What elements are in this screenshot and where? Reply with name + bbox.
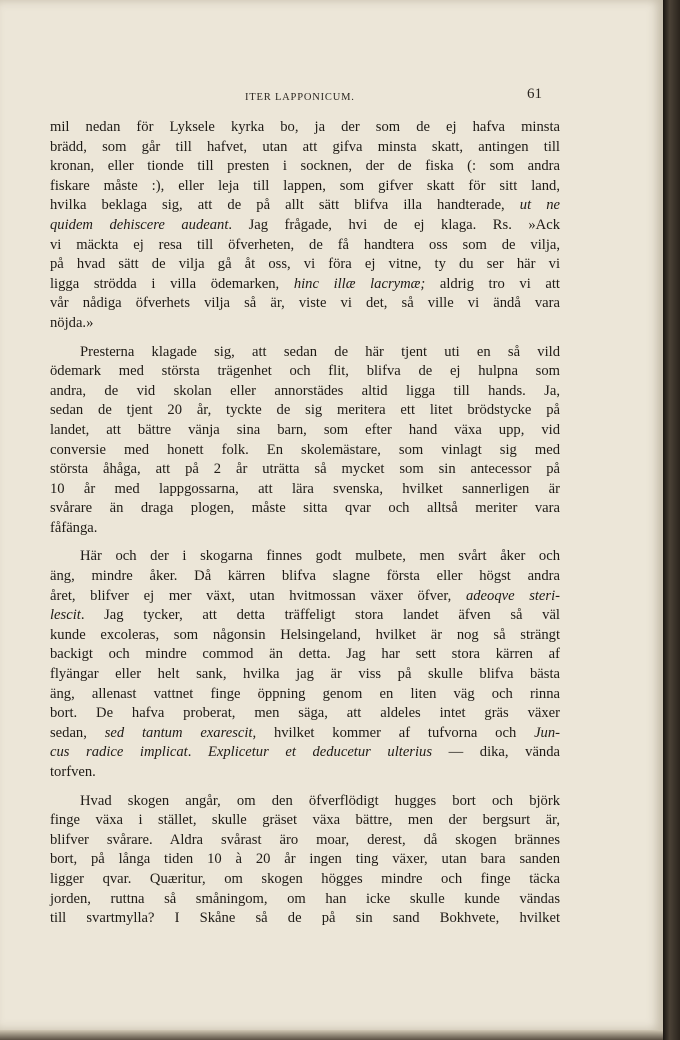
italic-phrase: lescit [50,607,81,624]
text-line: Presterna klagade sig, att sedan de här tjent uti en så vild [80,343,560,360]
text-line: äng, allenast vattnet finge öppning genom en liten väg och rinna [50,685,560,702]
text-run: aldrig tro vi att [425,275,560,292]
text-run: ligger qvar. [50,870,150,887]
italic-phrase: cus radice implicat [50,744,188,761]
text-line: fåfänga. [50,519,98,536]
text-line: kronan, eller tionde till presten i socknen, der de fiska (: som andra [50,158,560,175]
page-number: 61 [527,86,542,102]
text-line: vår nådiga öfverhets vilja så är, viste vi det, så ville vi ändå vara [50,295,560,312]
text-run: ligga strödda i villa ödemarken, [50,275,294,292]
italic-phrase: sed tantum exarescit, [104,724,257,741]
text-line: mil nedan för Lyksele kyrka bo, ja der som de ej hafva minsta [50,119,560,135]
paragraph-1 [50,118,560,334]
text-run: om skogen högges mindre och finge täcka [205,870,560,887]
text-line: på hvad sätt de vilja gå åt oss, vi föra ej vitne, ty du ser här vi [50,256,560,273]
text-line: 10 år med lappgossarna, att lära svenska, hvilket sannerligen är [50,480,560,497]
italic-phrase: ut ne [519,197,560,214]
text-run: sedan, [50,724,105,741]
italic-phrase: Explicetur et deducetur ulterius [207,744,433,761]
text-line: brädd, som går till hafvet, utan att gifva minsta skatt, antingen till [50,138,560,155]
text-line [50,724,560,744]
text-line: andra, de vid skolan eller annorstädes altid ligga till hands. Ja, [50,382,560,399]
text-line: bort, på långa tiden 10 à 20 år ingen ting växer, utan bara sanden [50,851,560,868]
text-line: Hvad skogen angår, om den öfverflödigt hugges bort och björk [80,792,560,809]
text-line [50,606,560,626]
book-spine [663,0,680,1040]
text-line: jorden, ruttna så småningom, om han icke skulle kunde vändas [50,890,560,907]
text-run: . Jag tycker, att detta träffeligt stora landet äfven så väl [80,607,560,624]
text-line [50,275,560,295]
running-head: ITER LAPPONICUM. [245,92,355,103]
italic-phrase: Jun- [534,724,560,741]
paragraph-2 [50,343,560,539]
text-line: till svartmylla? I Skåne så de på sin sand Bokhvete, hvilket [50,910,560,927]
text-line [50,870,560,890]
text-line: sedan de tjent 20 år, tyckte de sig meritera ett litet brödstycke på [50,402,560,419]
text-run: . Jag frågade, hvi de ej klaga. Rs. »Ack [228,216,560,233]
text-run: — dika, vända [432,744,560,761]
text-run: Quæritur, [149,870,206,887]
text-line: finge växa i stället, skulle gräset växa bättre, men der bergsurt är, [50,812,560,829]
text-line: kunde excoleras, som någonsin Helsingeland, hvilket är nog så strängt [50,626,560,643]
text-line: ödemark med största trägenhet och flit, blifva de ej hulpna som [50,363,560,380]
paragraph-4 [50,792,560,929]
text-line: landet, att bättre vänja sina barn, som efter hand växa upp, vid [50,421,560,438]
text-line: Här och der i skogarna finnes godt mulbete, men svårt åker och [80,548,560,565]
italic-phrase: quidem dehiscere audeant [50,216,229,233]
text-line: bort. De hafva proberat, men säga, att aldeles intet gräs växer [50,705,560,722]
text-run: hvilket kommer af tufvorna och [256,724,535,741]
italic-phrase: hinc illæ lacrymæ; [293,275,426,292]
text-line: svårare än draga plogen, måste sitta qvar och alltså meriter vara [50,500,560,517]
text-line: conversie med honett folk. En skolemästare, som vinlagt sig med [50,441,560,458]
text-line [50,196,560,216]
text-line: fiskare måste :), eller leja till lappen, som gifver skatt för sitt land, [50,177,560,194]
text-run: hvilka beklaga sig, att de på allt sätt blifva illa handterade, [50,197,520,214]
page-bottom-edge [0,1030,663,1040]
text-run: året, blifver ej mer växt, utan hvitmossan växer öfver, [50,587,466,604]
text-line: största åhåga, att på 2 år uträtta så mycket som sin antecessor på [50,461,560,478]
body-text [50,118,560,929]
text-line: backigt och mindre commod än detta. Jag har sett stora kärren af [50,646,560,663]
italic-phrase: adeoqve steri- [465,587,561,604]
text-line [50,743,560,763]
text-line [50,587,560,607]
text-line: äng, mindre åker. Då kärren blifva slagne första eller högst andra [50,568,560,585]
text-line: vi mäckta ej resa till öfverheten, de få handtera oss som de vilja, [50,236,560,253]
text-line: flyängar eller helt sank, hvilka jag är viss på skulle blifva bästa [50,666,560,683]
paragraph-3 [50,547,560,782]
text-line: blifver svårare. Aldra svårast äro moar, derest, då skogen brännes [50,831,560,848]
text-run: . [187,744,208,761]
text-line [50,216,560,236]
text-line: nöjda.» [50,314,94,331]
text-line: torfven. [50,764,96,780]
